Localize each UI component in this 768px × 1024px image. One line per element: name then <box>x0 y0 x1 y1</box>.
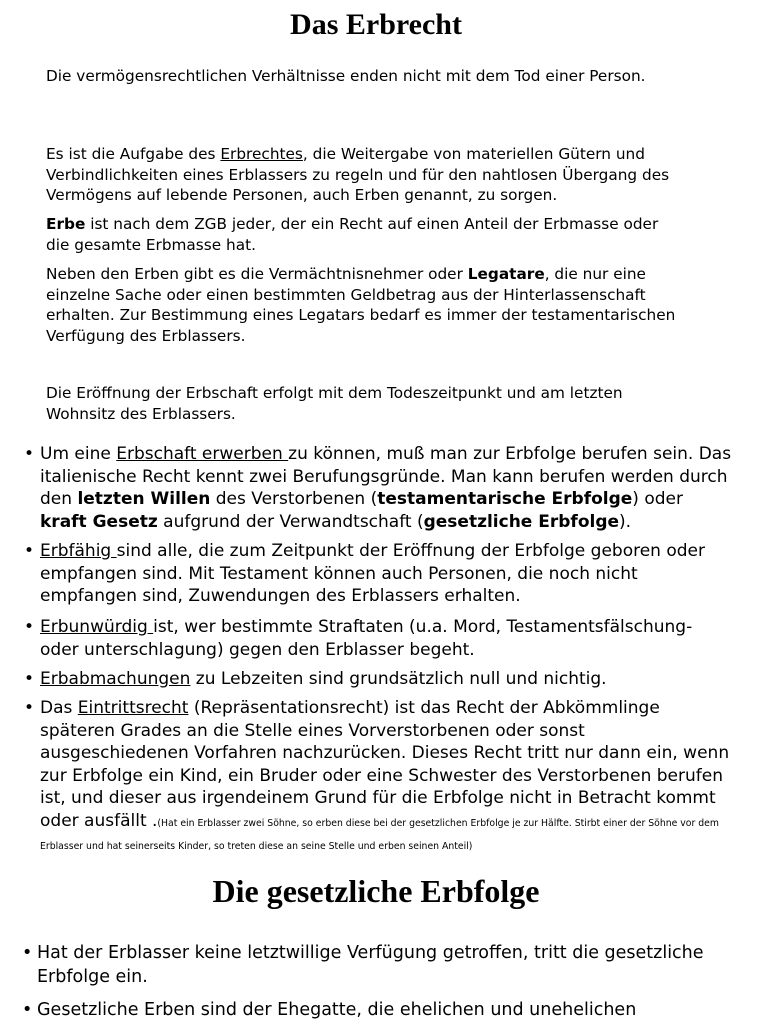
bullet-icon: • <box>24 617 35 637</box>
list-item: • Um eine Erbschaft erwerben zu können, muß man zur Erbfolge berufen sein. Das italienische Recht kennt zwei Berufungsgründe. Man kann berufen werden durch den letzten Willen des Verstorbenen (testamentarische Erbfolge) oder kraft Gesetz aufgrund der Verwandtschaft (gesetzliche Erbfolge). <box>24 444 732 532</box>
bullet-icon: • <box>24 541 35 561</box>
erbe-term: Erbe <box>46 215 86 233</box>
bullet-icon: • <box>22 1000 33 1020</box>
list-item: • Erbfähig sind alle, die zum Zeitpunkt der Eröffnung der Erbfolge geboren oder empfangen sind. Mit Testament können auch Personen, die noch nicht empfangen sind, Zuwendungen des Erblassers erhalten. <box>24 541 705 607</box>
legatare-paragraph: Neben den Erben gibt es die Vermächtnisnehmer oder Legatare, die nur eine einzelne Sache oder einen bestimmten Geldbetrag aus der Hinterlassenschaft erhalten. Zur Bestimmung eines Legatars bedarf es immer der testamentarischen Verfügung des Erblassers. <box>46 265 676 346</box>
intro-paragraph: Die vermögensrechtlichen Verhältnisse enden nicht mit dem Tod einer Person. <box>46 67 646 85</box>
eintrittsrecht-link[interactable]: Eintrittsrecht <box>77 698 189 718</box>
erbabmachungen-link[interactable]: Erbabmachungen <box>40 669 191 689</box>
list-item: • Erbabmachungen zu Lebzeiten sind grundsätzlich null und nichtig. <box>24 669 607 689</box>
eroeffnung-paragraph: Die Eröffnung der Erbschaft erfolgt mit dem Todeszeitpunkt und am letzten Wohnsitz des Erblassers. <box>46 384 623 423</box>
list-item: • Das Eintrittsrecht (Repräsentationsrecht) ist das Recht der Abkömmlinge späteren Grades an die Stelle eines Vorverstorbenen oder sonst ausgeschiedenen Vorfahren nachzurücken. Dieses Recht tritt nur dann ein, wenn zur Erbfolge ein Kind, ein Bruder oder eine Schwester des Verstorbenen berufen ist, und dieser aus irgendeinem Grund für die Erbfolge nicht in Betracht kommt oder ausfällt .(Hat ein Erblasser zwei Söhne, so erben diese bei der gesetzlichen Erbfolge je zur Hälfte. Stirbt einer der Söhne vor dem Erblasser und hat seinerseits Kinder, so treten diese an seine Stelle und erben seinen Anteil) <box>24 698 730 852</box>
bullet-icon: • <box>24 669 35 689</box>
aufgabe-paragraph: Es ist die Aufgabe des Erbrechtes, die Weitergabe von materiellen Gütern und Verbindlichkeiten eines Erblassers zu regeln und für den nahtlosen Übergang des Vermögens auf lebende Personen, auch Erben genannt, zu sorgen. <box>46 145 670 205</box>
list-item: • Gesetzliche Erben sind der Ehegatte, die ehelichen und unehelichen <box>22 999 742 1023</box>
bullet-icon: • <box>22 943 33 963</box>
footnote: (Hat ein Erblasser zwei Söhne, so erben diese bei der gesetzlichen Erbfolge je zur Hälfte. Stirbt einer der Söhne vor dem Erblasser und hat seinerseits Kinder, so treten diese an seine Stelle und erben seinen Anteil) <box>40 817 719 852</box>
erbe-paragraph: Erbe ist nach dem ZGB jeder, der ein Recht auf einen Anteil der Erbmasse oder die gesamte Erbmasse hat. <box>46 215 659 254</box>
section-title: Die gesetzliche Erbfolge <box>212 873 540 909</box>
list-item: • Erbunwürdig ist, wer bestimmte Straftaten (u.a. Mord, Testamentsfälschung- oder unterschlagung) gegen den Erblasser begeht. <box>24 617 693 660</box>
list-item: • Hat der Erblasser keine letztwillige Verfügung getroffen, tritt die gesetzliche Erbfolge ein. <box>22 943 704 987</box>
erbunwuerdig-link[interactable]: Erbunwürdig <box>40 617 154 637</box>
bullet-icon: • <box>24 698 35 718</box>
bullet-icon: • <box>24 444 35 464</box>
erbschaft-erwerben-link[interactable]: Erbschaft erwerben <box>116 444 289 464</box>
erbfaehig-link[interactable]: Erbfähig <box>40 541 117 561</box>
page-title: Das Erbrecht <box>290 8 462 41</box>
legatare-term: Legatare <box>467 265 545 283</box>
erbrechtes-link[interactable]: Erbrechtes <box>220 145 303 163</box>
